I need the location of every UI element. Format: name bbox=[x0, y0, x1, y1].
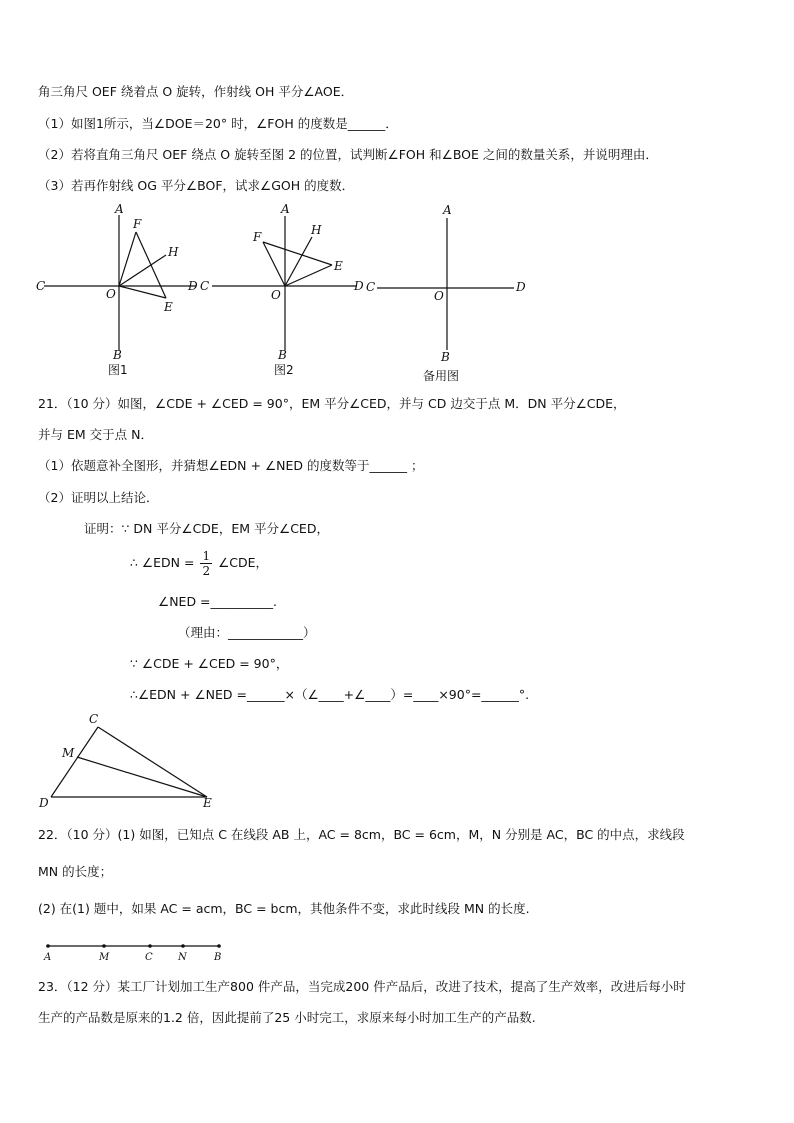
q22-line2: MN 的长度； bbox=[38, 864, 113, 879]
fig1-label-e: E bbox=[164, 300, 173, 314]
segment-em bbox=[77, 757, 207, 797]
q23-line1: 23．（12 分）某工厂计划加工生产800 件产品，当完成200 件产品后，改进了技术，提高了生产效率，改进后每小时 bbox=[38, 979, 686, 994]
segment-label-m: M bbox=[99, 952, 110, 963]
fraction-numerator: 1 bbox=[202, 549, 211, 563]
fig2-caption: 图2 bbox=[274, 363, 294, 377]
segment-label-a: A bbox=[44, 952, 52, 963]
fig2-ray-oe bbox=[285, 265, 332, 286]
label-c: C bbox=[89, 712, 99, 726]
q22-line1: 22．（10 分）(1) 如图，已知点 C 在线段 AB 上，AC = 8cm，BC = 6cm，M，N 分别是 AC，BC 的中点，求线段 bbox=[38, 827, 685, 842]
q22-line3: (2) 在(1) 题中，如果 AC = acm，BC = bcm，其他条件不变，求此时线段 MN 的长度. bbox=[38, 901, 530, 916]
q20-figures bbox=[30, 200, 540, 385]
fig3-label-c: C bbox=[366, 280, 376, 294]
fig3-label-b: B bbox=[441, 350, 450, 364]
fig1-label-a: A bbox=[115, 202, 124, 216]
q21-triangle-figure bbox=[35, 708, 225, 813]
fig3-label-d: D bbox=[516, 280, 526, 294]
fig2-label-a: A bbox=[281, 202, 290, 216]
fig1-label-b: B bbox=[113, 348, 122, 362]
label-d: D bbox=[39, 796, 49, 810]
q21-proof-line1: 证明：∵ DN 平分∠CDE，EM 平分∠CED， bbox=[84, 521, 329, 536]
fig2-label-e: E bbox=[334, 259, 343, 273]
segment-label-b: B bbox=[214, 952, 222, 963]
proof-edn-prefix: ∴ ∠EDN = bbox=[130, 555, 195, 570]
point-c bbox=[148, 944, 152, 948]
q21-proof-line6: ∴∠EDN + ∠NED =______×（∠____+∠____）=____×90°=______°. bbox=[130, 687, 530, 702]
fig1-label-c: C bbox=[36, 279, 46, 293]
q20-intro: 角三角尺 OEF 绕着点 O 旋转，作射线 OH 平分∠AOE． bbox=[38, 84, 354, 99]
segment-label-n: N bbox=[178, 952, 187, 963]
fig3-label-a: A bbox=[443, 203, 452, 217]
point-n bbox=[181, 944, 185, 948]
fig3-caption: 备用图 bbox=[423, 369, 460, 383]
fig1-label-o: O bbox=[106, 287, 116, 301]
label-e: E bbox=[203, 796, 212, 810]
fig1-ray-of bbox=[119, 232, 136, 286]
fig2-label-h: H bbox=[311, 223, 322, 237]
q21-proof-line5: ∵ ∠CDE + ∠CED = 90°， bbox=[130, 656, 289, 671]
q21-line1: 21．（10 分）如图，∠CDE + ∠CED = 90°，EM 平分∠CED，并与 CD 边交于点 M．DN 平分∠CDE， bbox=[38, 396, 626, 411]
fig2-label-b: B bbox=[278, 348, 287, 362]
q21-part2: （2）证明以上结论． bbox=[38, 490, 159, 505]
fig2-label-o: O bbox=[271, 288, 281, 302]
fig2-label-c: C bbox=[200, 279, 210, 293]
side-ce bbox=[98, 727, 207, 797]
q20-part1: （1）如图1所示，当∠DOE＝20° 时，∠FOH 的度数是______． bbox=[38, 116, 398, 131]
proof-edn-suffix: ∠CDE， bbox=[218, 555, 269, 570]
q20-part3: （3）若再作射线 OG 平分∠BOF，试求∠GOH 的度数． bbox=[38, 178, 355, 193]
fig1-label-f: F bbox=[133, 217, 142, 231]
fig1-label-d: D bbox=[188, 279, 198, 293]
point-m bbox=[102, 944, 106, 948]
side-dc bbox=[51, 727, 98, 797]
q21-proof-line3: ∠NED =__________. bbox=[158, 594, 278, 609]
fig1-side-fe bbox=[136, 232, 166, 298]
q21-line2: 并与 EM 交于点 N． bbox=[38, 427, 153, 442]
fig1-ray-oe bbox=[119, 286, 166, 298]
q20-part2: （2）若将直角三角尺 OEF 绕点 O 旋转至图 2 的位置，试判断∠FOH 和∠BOE 之间的数量关系，并说明理由． bbox=[38, 147, 658, 162]
fig1-label-h: H bbox=[168, 245, 179, 259]
fig3-label-o: O bbox=[434, 289, 444, 303]
fig1-caption: 图1 bbox=[108, 363, 128, 377]
q21-proof-line2 bbox=[130, 546, 268, 580]
one-half-fraction bbox=[200, 549, 212, 578]
fig2-label-f: F bbox=[253, 230, 262, 244]
segment-label-c: C bbox=[145, 952, 153, 963]
point-a bbox=[46, 944, 50, 948]
q21-proof-line4: （理由：____________） bbox=[178, 625, 316, 640]
q21-part1: （1）依题意补全图形，并猜想∠EDN + ∠NED 的度数等于______ ； bbox=[38, 458, 424, 473]
fig2-ray-oh bbox=[285, 237, 312, 286]
fig2-label-d: D bbox=[354, 279, 364, 293]
q22-segment-figure bbox=[40, 938, 230, 964]
label-m: M bbox=[62, 746, 75, 760]
point-b bbox=[217, 944, 221, 948]
q23-line2: 生产的产品数是原来的1.2 倍，因此提前了25 小时完工，求原来每小时加工生产的产品数. bbox=[38, 1010, 536, 1025]
fraction-denominator: 2 bbox=[202, 564, 211, 578]
